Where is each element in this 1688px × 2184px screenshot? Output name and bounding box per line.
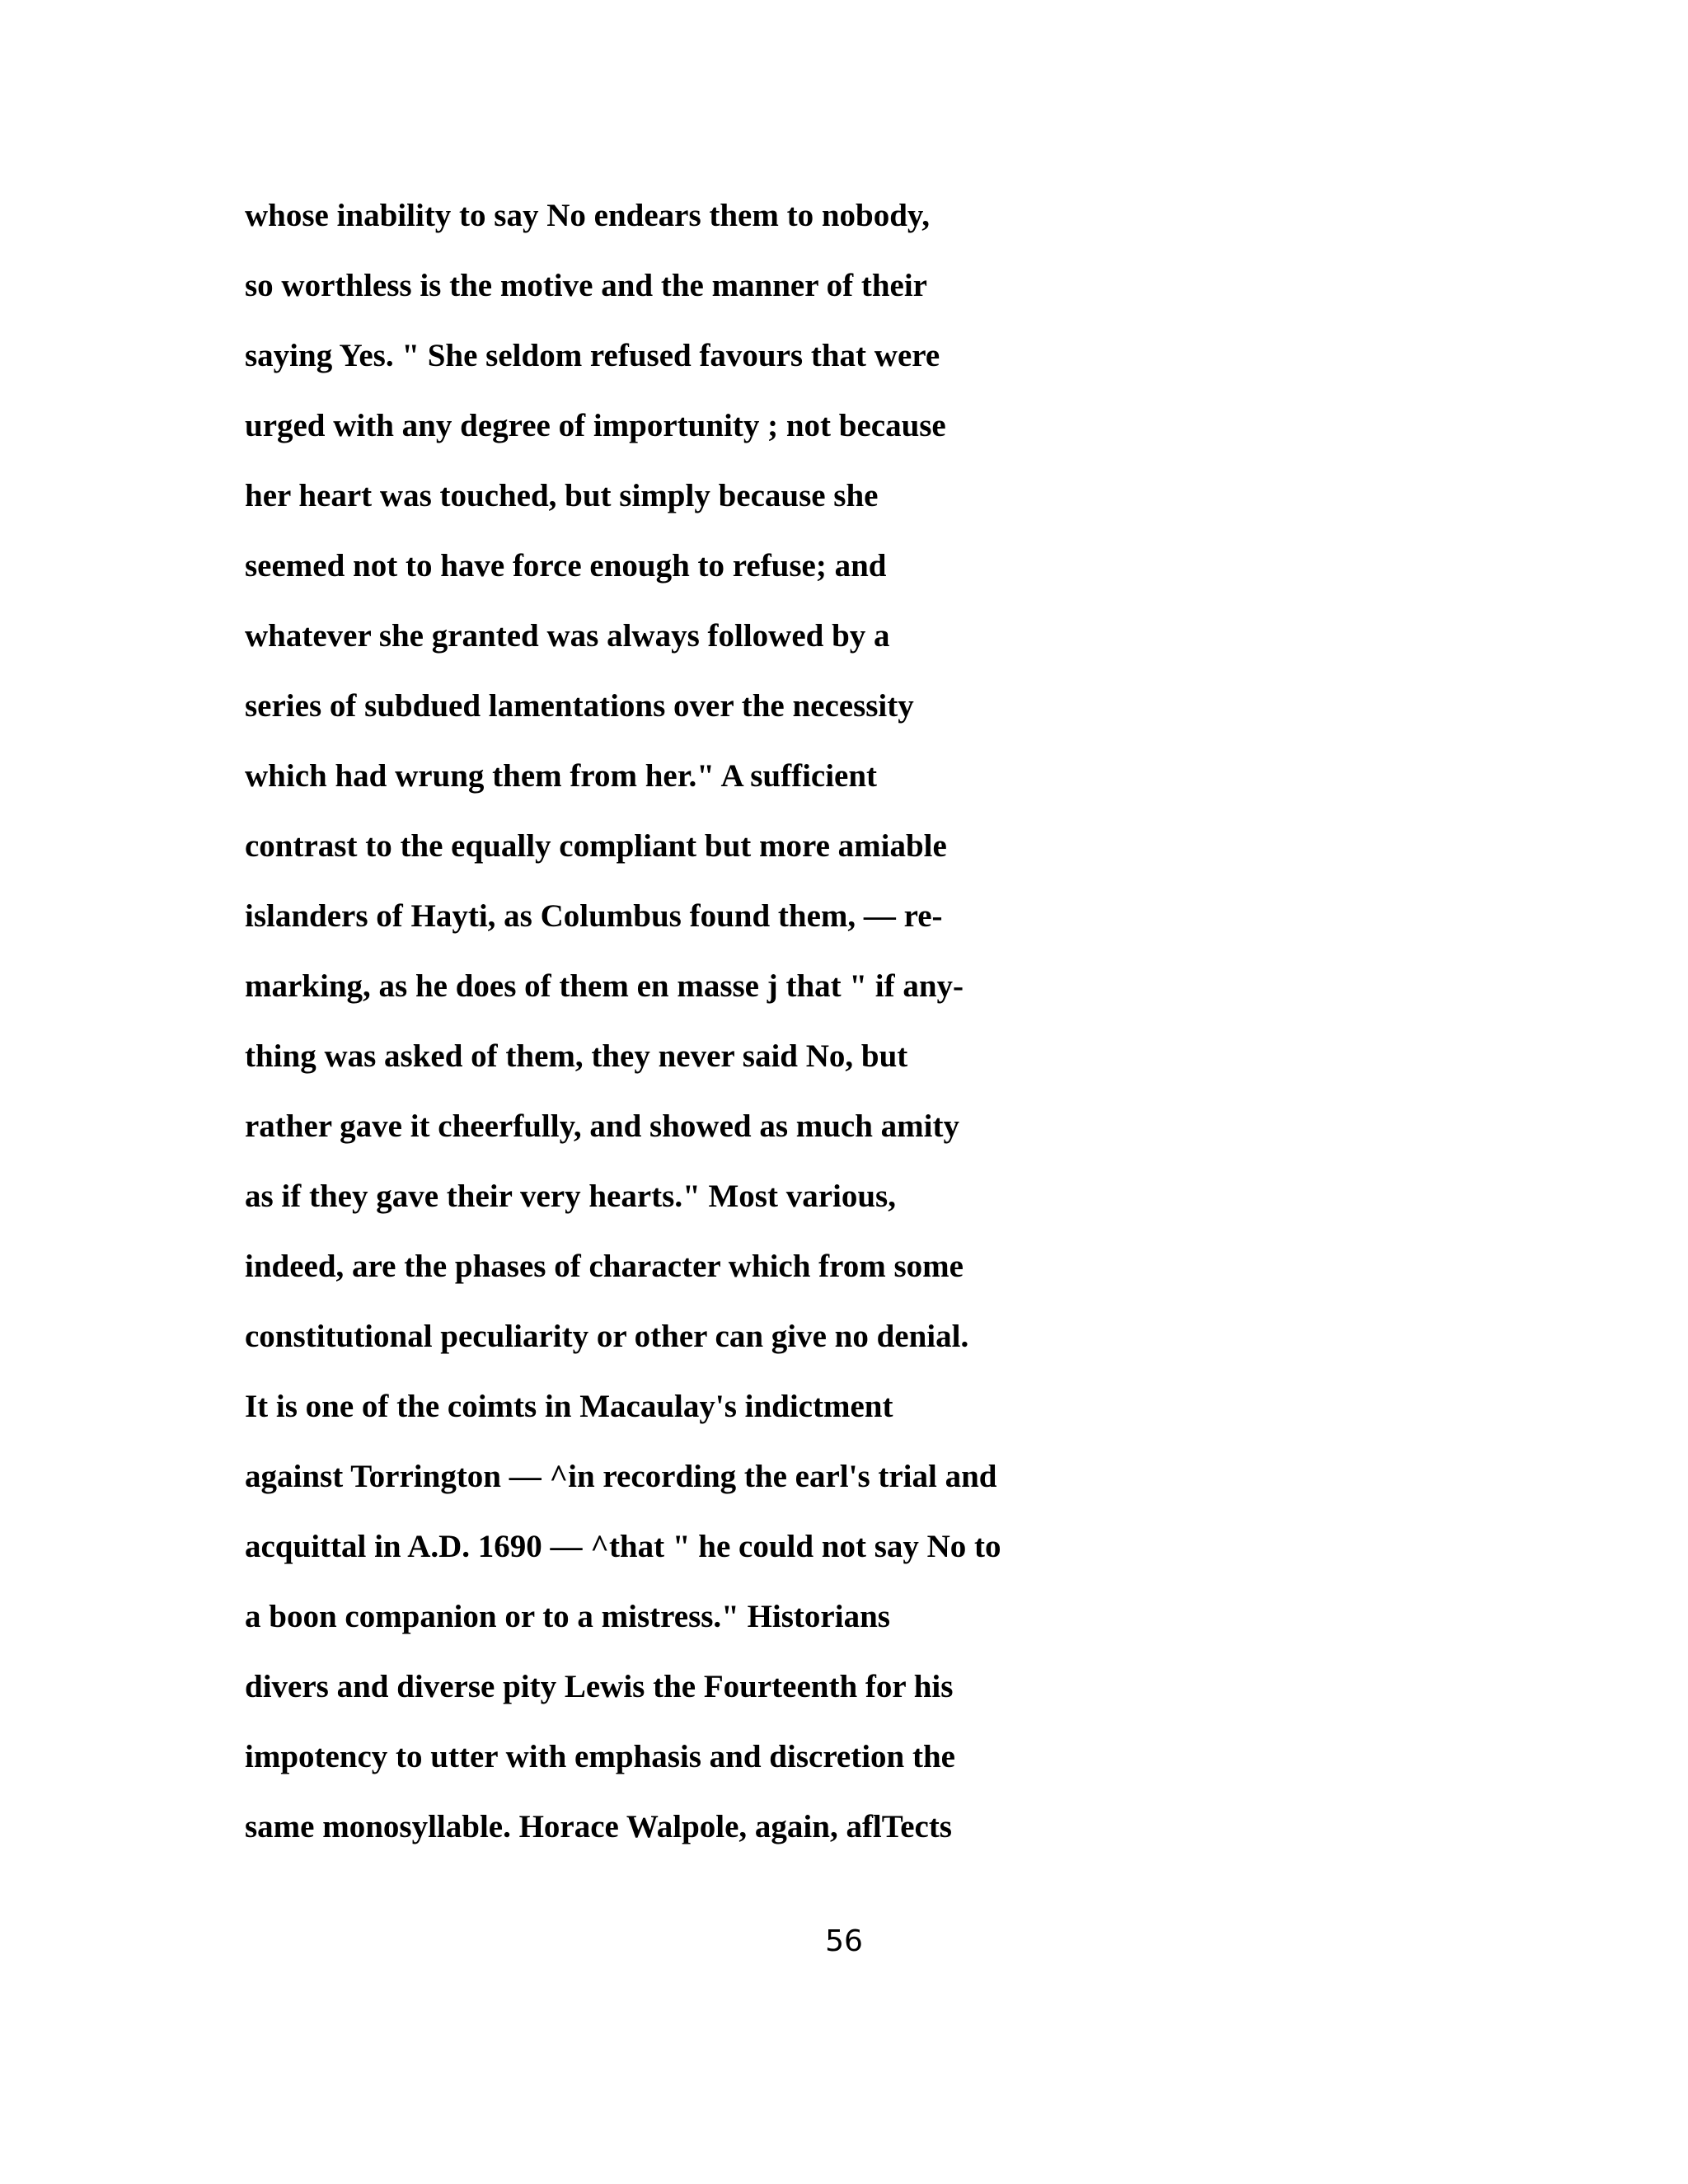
text-line: islanders of Hayti, as Columbus found them, — re- <box>245 898 943 934</box>
text-line: acquittal in A.D. 1690 — ^that " he could not say No to <box>245 1529 1001 1564</box>
body-text <box>245 194 1564 1875</box>
text-line: her heart was touched, but simply because she <box>245 478 879 513</box>
text-line: whatever she granted was always followed by a <box>245 618 890 654</box>
text-line: divers and diverse pity Lewis the Fourteenth for his <box>245 1669 954 1704</box>
page-number: 56 <box>825 1924 863 1958</box>
text-line: marking, as he does of them en masse j that " if any- <box>245 968 964 1004</box>
text-line: as if they gave their very hearts." Most various, <box>245 1179 896 1214</box>
text-line: so worthless is the motive and the manner of their <box>245 268 927 303</box>
text-line: whose inability to say No endears them to nobody, <box>245 198 930 233</box>
text-line: a boon companion or to a mistress." Historians <box>245 1599 890 1634</box>
text-line: rather gave it cheerfully, and showed as much amity <box>245 1108 959 1144</box>
text-line: contrast to the equally compliant but more amiable <box>245 828 947 864</box>
text-line: indeed, are the phases of character which from some <box>245 1249 964 1284</box>
text-line: seemed not to have force enough to refuse; and <box>245 548 887 583</box>
text-line: urged with any degree of importunity ; not because <box>245 408 946 443</box>
text-line: against Torrington — ^in recording the earl's trial and <box>245 1459 997 1494</box>
text-line: constitutional peculiarity or other can give no denial. <box>245 1319 969 1354</box>
text-line: which had wrung them from her." A sufficient <box>245 758 878 794</box>
text-line: thing was asked of them, they never said No, but <box>245 1038 908 1074</box>
text-line: impotency to utter with emphasis and discretion the <box>245 1739 955 1774</box>
text-line: saying Yes. " She seldom refused favours that were <box>245 338 940 373</box>
text-line: series of subdued lamentations over the necessity <box>245 688 914 724</box>
text-line: It is one of the coimts in Macaulay's indictment <box>245 1389 893 1424</box>
text-line: same monosyllable. Horace Walpole, again, aflTects <box>245 1809 952 1844</box>
